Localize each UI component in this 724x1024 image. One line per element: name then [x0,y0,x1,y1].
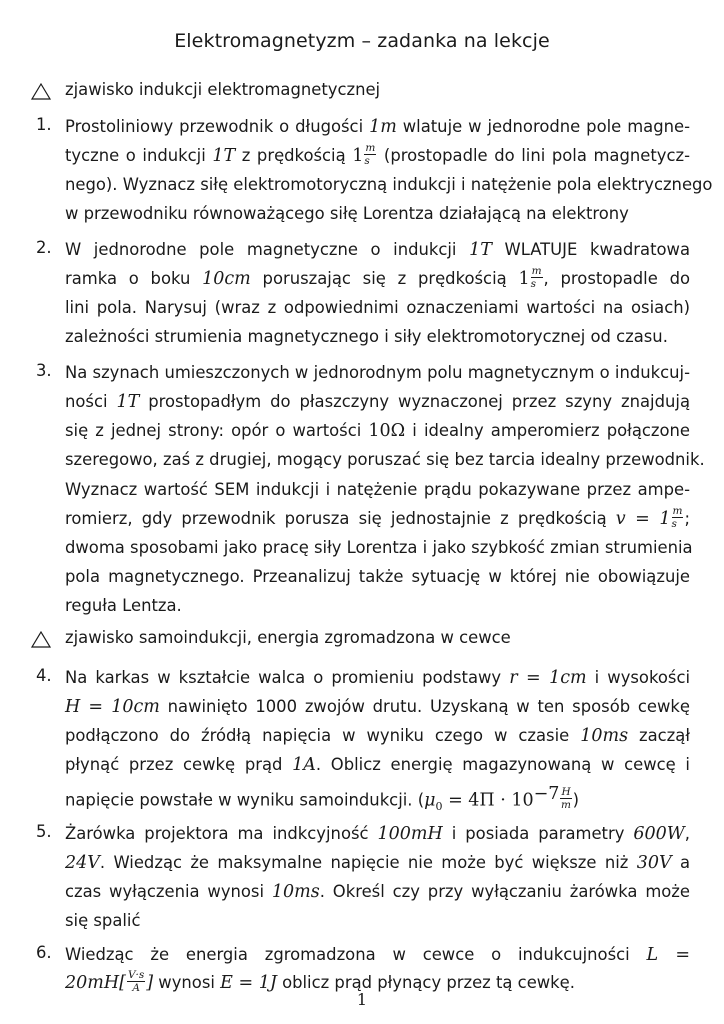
problem-number: 2. [36,238,52,257]
problem-3-line-5: Wyznacz wartość SEM indukcji i natężenie prądu pokazywane przez ampe- [65,480,690,499]
problem-2-line-1: W jednorodne pole magnetyczne o indukcji 1T WLATUJE kwadratowa [65,240,690,260]
problem-1-line-4: w przewodniku równoważącego siłę Lorentza działającą na elektrony [65,204,629,223]
problem-3-line-1: Na szynach umieszczonych w jednorodnym polu magnetycznym o indukcuj- [65,363,690,382]
problem-1-line-3: nego). Wyznacz siłę elektromotoryczną indukcji i natężenie pola elektrycznego [65,175,713,194]
problem-1-line-1: Prostoliniowy przewodnik o długości 1m wlatuje w jednorodne pole magne- [65,117,691,137]
page-number: 1 [356,990,368,1009]
problem-number: 6. [36,943,52,962]
problem-2-line-2: ramka o boku 10cm poruszając się z prędkością 1 $\frac{m}{s}$ , prostopadle do [65,264,691,290]
problem-4-line-5: napięcie powstałe w wyniku samoindukcji. ($\mu_0 = 4\Pi \cdot 10^{-7}$ $\frac{H}{m}$ ) [65,784,580,813]
problem-3-line-8: pola magnetycznego. Przeanalizuj także sytuację w której nie obowiązuje [65,567,690,586]
problem-4-line-4: płynąć przez cewkę prąd 1A. Oblicz energię magazynowaną w cewcę i [65,755,690,775]
problem-number: 1. [36,115,52,134]
fraction: $\frac{m}{s}$ [364,141,376,167]
problem-6-line-2: 20mH[ $\frac{V\cdot s}{A}$ ] wynosi E = 1J oblicz prąd płynący przez tą cewkę. [65,968,575,994]
problem-2-line-3: lini pola. Narysuj (wraz z odpowiednimi oznaczeniami wartości na osiach) [65,298,690,317]
problem-2-line-4: zależności strumienia magnetycznego i siły elektromotorycznej od czasu. [65,327,668,346]
fraction: $\frac{V\cdot s}{A}$ [127,968,145,994]
problem-5-line-1: Żarówka projektora ma indkcyjność 100mH i posiada parametry 600W, [65,824,690,844]
problem-6-line-1: Wiedząc że energia zgromadzona w cewce o indukcujności L = [65,945,690,965]
problem-number: 3. [36,361,52,380]
fraction: $\frac{H}{m}$ [561,785,572,812]
problem-4-line-3: podłączono do źródłą napięcia w wyniku czego w czasie 10ms zaczął [65,726,690,746]
problem-3-line-7: dwoma sposobami jako pracę siły Lorentza i jako szybkość zmian strumienia [65,538,693,557]
page-title: Elektromagnetyzm – zadanka na lekcje [174,30,550,52]
problem-4-line-1: Na karkas w kształcie walca o promieniu podstawy r = 1cm i wysokości [65,668,691,688]
triangle-icon [30,82,52,102]
problem-1-line-2: tyczne o indukcji 1T z prędkością 1 $\frac{m}{s}$ (prostopadle do lini pola magnetycz- [65,141,691,167]
problem-5-line-4: się spalić [65,911,141,930]
problem-3-line-2: ności 1T prostopadłym do płaszczyny wyznaczonej przez szyny znajdują [65,392,690,412]
problem-5-line-2: 24V. Wiedząc że maksymalne napięcie nie może być większe niż 30V a [65,853,690,873]
problem-5-line-3: czas wyłączenia wynosi 10ms. Określ czy przy wyłączaniu żarówka może [65,882,690,902]
problem-4-line-2: H = 10cm nawinięto 1000 zwojów drutu. Uzyskaną w ten sposób cewkę [65,697,690,717]
problem-3-line-6: romierz, gdy przewodnik porusza się jednostajnie z prędkością v = 1 $\frac{m}{s}$ ; [65,504,690,530]
problem-number: 5. [36,822,52,841]
fraction: $\frac{m}{s}$ [671,504,683,530]
section-heading: zjawisko samoindukcji, energia zgromadzona w cewce [65,628,511,647]
problem-3-line-9: reguła Lentza. [65,596,182,615]
triangle-icon [30,630,52,650]
fraction: $\frac{m}{s}$ [530,264,542,290]
problem-3-line-3: się z jednej strony: opór o wartości 10Ω i idealny amperomierz połączone [65,421,690,441]
problem-number: 4. [36,666,52,685]
section-heading: zjawisko indukcji elektromagnetycznej [65,80,381,99]
problem-3-line-4: szeregowo, zaś z drugiej, mogący poruszać się bez tarcia idealny przewodnik. [65,450,705,469]
